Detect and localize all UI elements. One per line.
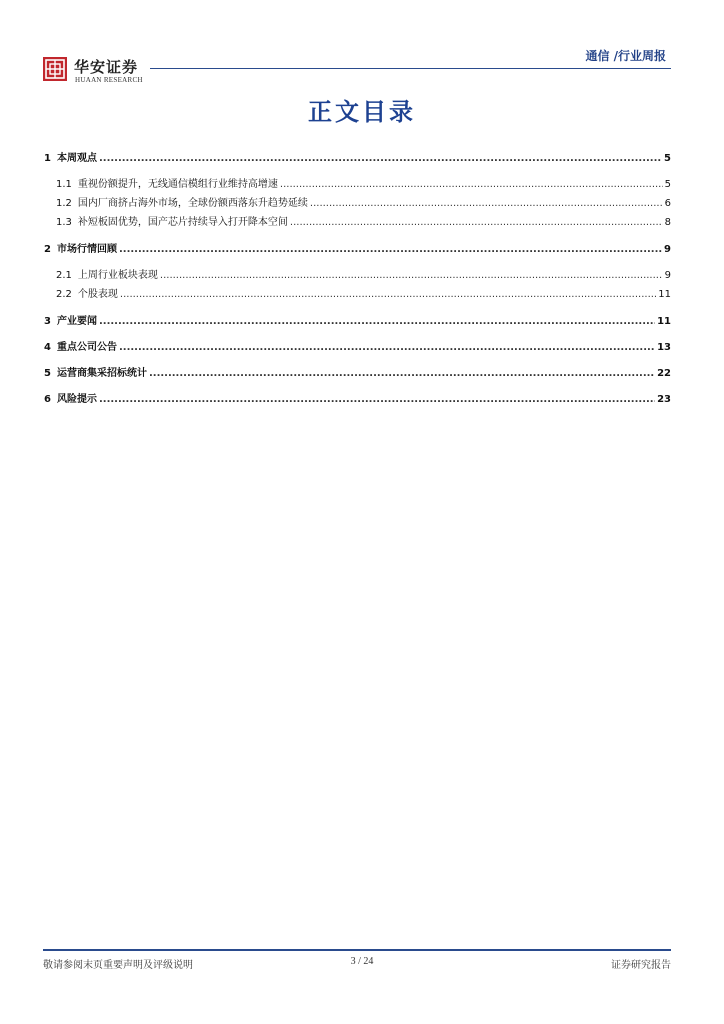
toc-entry-title: 补短板固优势，国产芯片持续导入打开降本空间 (77, 217, 288, 228)
toc-leader-dots (290, 216, 663, 230)
page-title: 正文目录 (308, 98, 416, 126)
toc-entry-number: 2.1 (56, 270, 72, 281)
toc-entry-title: 上周行业板块表现 (77, 270, 158, 281)
toc-entry[interactable] (44, 178, 671, 192)
footer-report-type: 证券研究报告 (611, 960, 671, 971)
toc-entry-page: 22 (657, 368, 671, 379)
logo-chinese-name: 华安证券 (74, 58, 139, 76)
toc-leader-dots (119, 243, 662, 257)
toc-leader-dots (160, 269, 663, 283)
toc-entry-number: 1.2 (56, 198, 72, 209)
toc-entry-title: 运营商集采招标统计 (56, 368, 147, 379)
toc-leader-dots (119, 341, 655, 355)
toc-entry[interactable] (44, 367, 671, 381)
logo-english-name: HUAAN RESEARCH (75, 76, 143, 84)
toc-entry-number: 6 (44, 394, 51, 405)
toc-entry-page: 5 (664, 153, 671, 164)
header-divider (150, 68, 671, 69)
toc-entry-number: 2.2 (56, 289, 72, 300)
toc-entry-number: 5 (44, 368, 51, 379)
toc-entry-page: 11 (658, 289, 671, 300)
toc-entry-title: 本周观点 (56, 153, 97, 164)
toc-entry[interactable] (44, 197, 671, 211)
toc-entry-title: 国内厂商挤占海外市场，全球份额西落东升趋势延续 (77, 198, 308, 209)
toc-entry-title: 风险提示 (56, 394, 97, 405)
toc-entry[interactable] (44, 393, 671, 407)
footer-disclaimer: 敬请参阅末页重要声明及评级说明 (43, 960, 193, 971)
toc-leader-dots (99, 315, 655, 329)
toc-entry[interactable] (44, 243, 671, 257)
toc-leader-dots (149, 367, 655, 381)
toc-entry[interactable] (44, 216, 671, 230)
toc-entry[interactable] (44, 341, 671, 355)
toc-entry[interactable] (44, 152, 671, 166)
toc-leader-dots (310, 197, 663, 211)
toc-entry[interactable] (44, 288, 671, 302)
toc-entry-number: 3 (44, 316, 51, 327)
huaan-logo-icon (43, 57, 67, 81)
page-header (0, 0, 724, 90)
toc-entry-number: 2 (44, 244, 51, 255)
toc-entry-title: 重视份额提升，无线通信模组行业维持高增速 (77, 179, 278, 190)
footer-page-number: 3 / 24 (350, 956, 374, 967)
toc-entry-page: 11 (657, 316, 671, 327)
toc-entry-page: 9 (664, 270, 671, 281)
report-category-tag: 通信 /行业周报 (585, 49, 666, 63)
toc-leader-dots (280, 178, 663, 192)
toc-entry-number: 4 (44, 342, 51, 353)
toc-entry-number: 1.3 (56, 217, 72, 228)
footer-divider (43, 949, 671, 951)
toc-entry-title: 个股表现 (77, 289, 118, 300)
toc-entry-page: 8 (664, 217, 671, 228)
toc-entry-title: 市场行情回顾 (56, 244, 117, 255)
toc-leader-dots (99, 152, 662, 166)
toc-leader-dots (99, 393, 655, 407)
toc-entry-title: 重点公司公告 (56, 342, 117, 353)
toc-entry[interactable] (44, 315, 671, 329)
toc-entry-page: 9 (664, 244, 671, 255)
toc-entry-page: 23 (657, 394, 671, 405)
toc-entry-page: 13 (657, 342, 671, 353)
toc-entry-number: 1 (44, 153, 51, 164)
toc-entry-title: 产业要闻 (56, 316, 97, 327)
toc-entry-number: 1.1 (56, 179, 72, 190)
toc-entry-page: 5 (664, 179, 671, 190)
toc-leader-dots (120, 288, 656, 302)
toc-entry-page: 6 (664, 198, 671, 209)
toc-entry[interactable] (44, 269, 671, 283)
